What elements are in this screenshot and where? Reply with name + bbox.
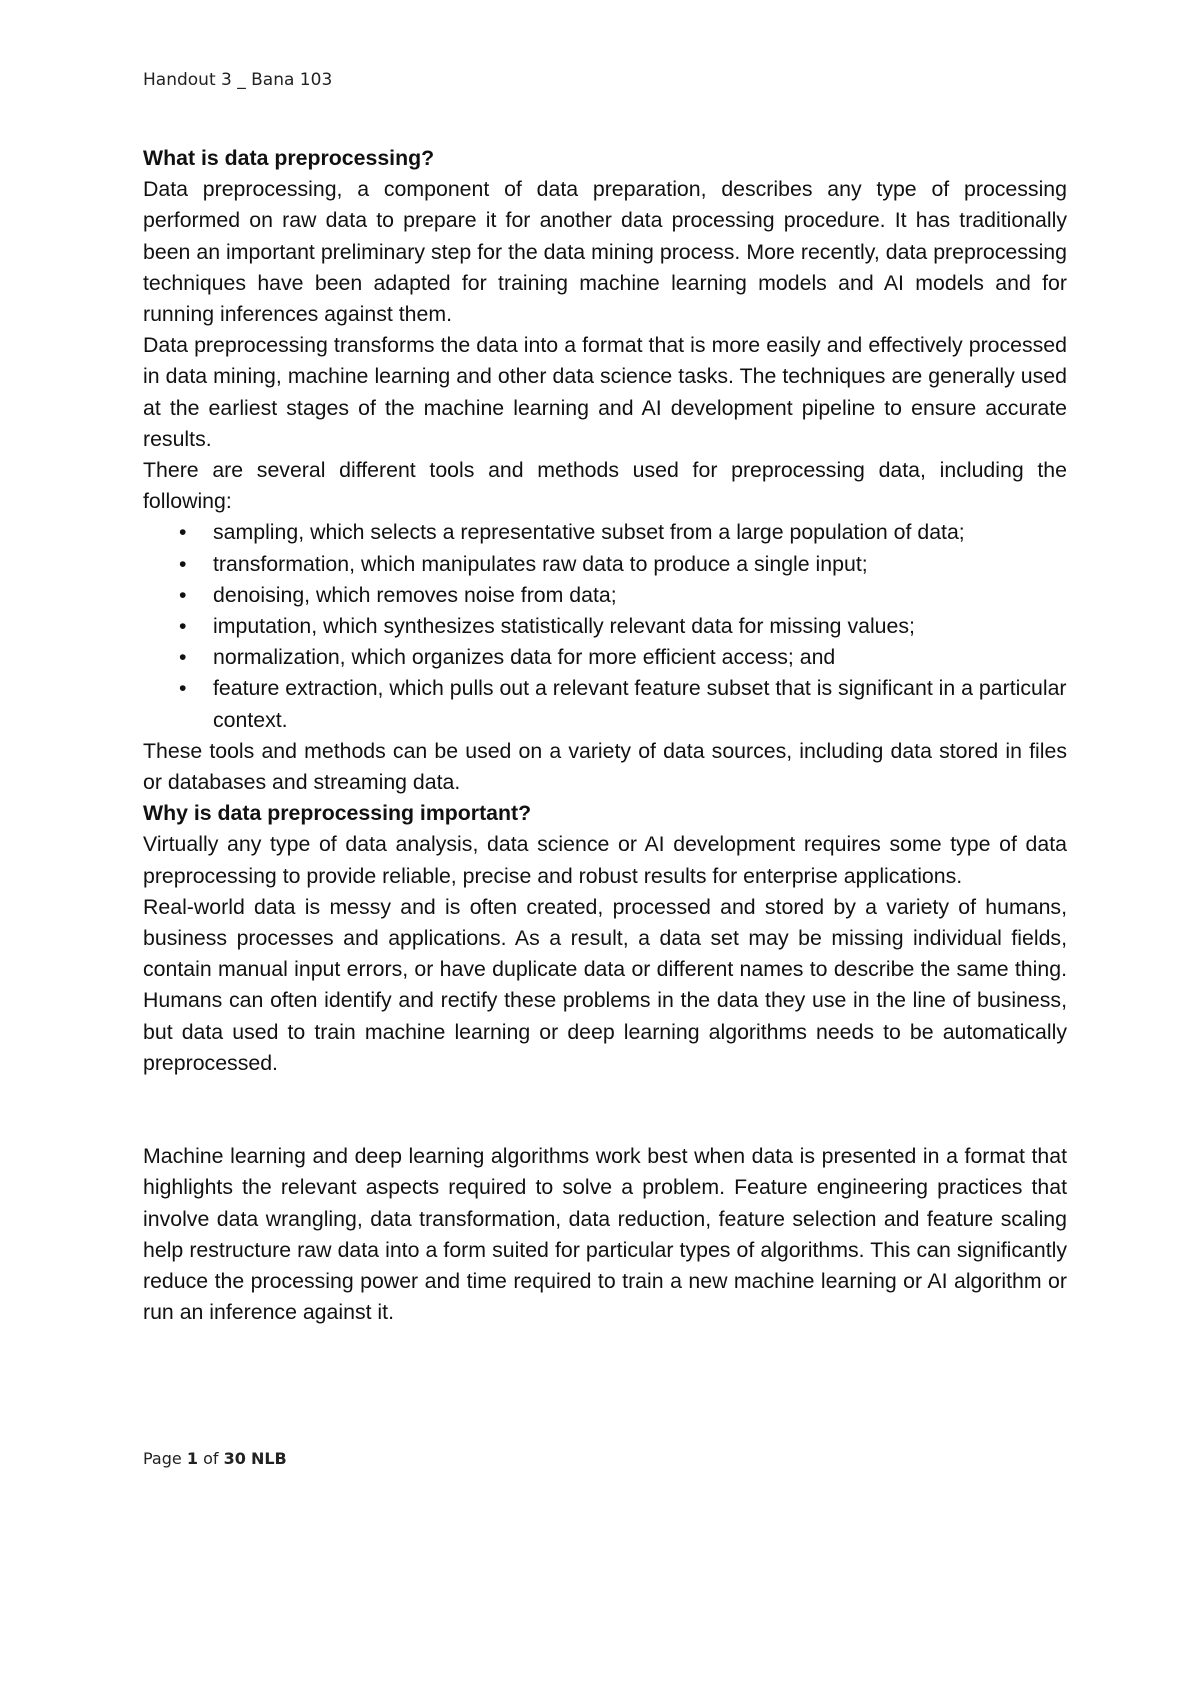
page-header: Handout 3 _ Bana 103 — [143, 70, 333, 90]
list-item: • feature extraction, which pulls out a relevant feature subset that is significant in a particular context. — [213, 673, 1067, 735]
list-item: • sampling, which selects a representative subset from a large population of data; — [213, 517, 1067, 548]
paragraph-ml-algorithms: Machine learning and deep learning algorithms work best when data is presented in a format that highlights the relevant aspects required to solve a problem. Feature engineering practices that involve data wrangling, data transformation, data reduction, feature selection and feature scaling help restructure raw data into a form suited for particular types of algorithms. This can significantly reduce the processing power and time required to train a new machine learning or AI algorithm or run an inference against it. — [143, 1144, 1067, 1325]
paragraph-definition: Data preprocessing, a component of data preparation, describes any type of processing performed on raw data to prepare it for another data processing procedure. It has traditionally been an important preliminary step for the data mining process. More recently, data preprocessing techniques have been adapted for training machine learning models and AI models and for running inferences against them. — [143, 177, 1067, 327]
page-footer — [143, 1449, 287, 1468]
footer-page-label: Page — [143, 1449, 182, 1468]
paragraph-tools-intro: There are several different tools and methods used for preprocessing data, including the following: — [143, 458, 1067, 514]
list-item: • normalization, which organizes data for more efficient access; and — [213, 642, 1067, 673]
list-item: • imputation, which synthesizes statistically relevant data for missing values; — [213, 611, 1067, 642]
footer-of-label: of — [203, 1449, 219, 1468]
paragraph-real-world: Real-world data is messy and is often created, processed and stored by a variety of humans, business processes and applications. As a result, a data set may be missing individual fields, contain manual input errors, or have duplicate data or different names to describe the same thing. Humans can often identify and rectify these problems in the data they use in the line of business, but data used to train machine learning or deep learning algorithms needs to be automatically preprocessed. — [143, 894, 1067, 1075]
section-heading-what: What is data preprocessing? — [143, 146, 435, 170]
tools-list — [143, 517, 1067, 735]
document-body — [143, 143, 1067, 1328]
paragraph-data-sources: These tools and methods can be used on a variety of data sources, including data stored in files or databases and streaming data. — [143, 738, 1067, 795]
list-item: • denoising, which removes noise from data; — [213, 580, 1067, 611]
paragraph-transforms: Data preprocessing transforms the data into a format that is more easily and effectively processed in data mining, machine learning and other data science tasks. The techniques are generally used at the earliest stages of the machine learning and AI development pipeline to ensure accurate results. — [143, 333, 1067, 451]
list-item: • transformation, which manipulates raw data to produce a single input; — [213, 549, 1067, 580]
footer-initials: NLB — [250, 1449, 287, 1468]
footer-total-pages: 30 — [223, 1449, 246, 1468]
spacer — [143, 1079, 1067, 1141]
footer-page-number: 1 — [186, 1449, 198, 1468]
paragraph-virtually-any: Virtually any type of data analysis, data science or AI development requires some type of data preprocessing to provide reliable, precise and robust results for enterprise applications. — [143, 832, 1067, 888]
section-heading-why: Why is data preprocessing important? — [143, 801, 532, 826]
